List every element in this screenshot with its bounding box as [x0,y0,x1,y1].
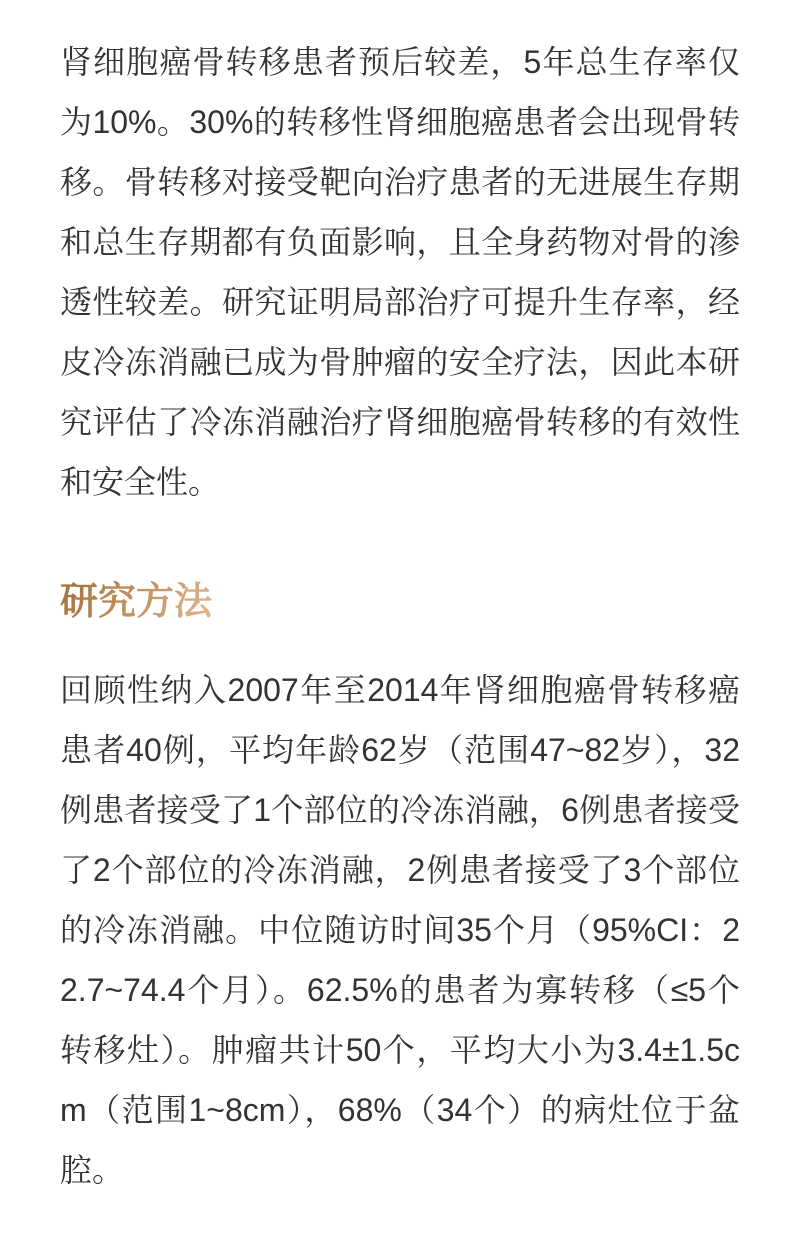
section-heading-research-methods: 研究方法 [60,578,212,626]
intro-paragraph: 肾细胞癌骨转移患者预后较差，5年总生存率仅为10%。30%的转移性肾细胞癌患者会出现骨转移。骨转移对接受靶向治疗患者的无进展生存期和总生存期都有负面影响，且全身药物对骨的渗透性较差。研究证明局部治疗可提升生存率，经皮冷冻消融已成为骨肿瘤的安全疗法，因此本研究评估了冷冻消融治疗肾细胞癌骨转移的有效性和安全性。 [60,44,740,500]
methods-paragraph: 回顾性纳入2007年至2014年肾细胞癌骨转移癌患者40例，平均年龄62岁（范围47~82岁），32例患者接受了1个部位的冷冻消融，6例患者接受了2个部位的冷冻消融，2例患者接受了3个部位的冷冻消融。中位随访时间35个月（95%CI：22.7~74.4个月）。62.5%的患者为寡转移（≤5个转移灶）。肿瘤共计50个，平均大小为3.4±1.5cm（范围1~8cm），68%（34个）的病灶位于盆腔。 [60,672,740,1188]
